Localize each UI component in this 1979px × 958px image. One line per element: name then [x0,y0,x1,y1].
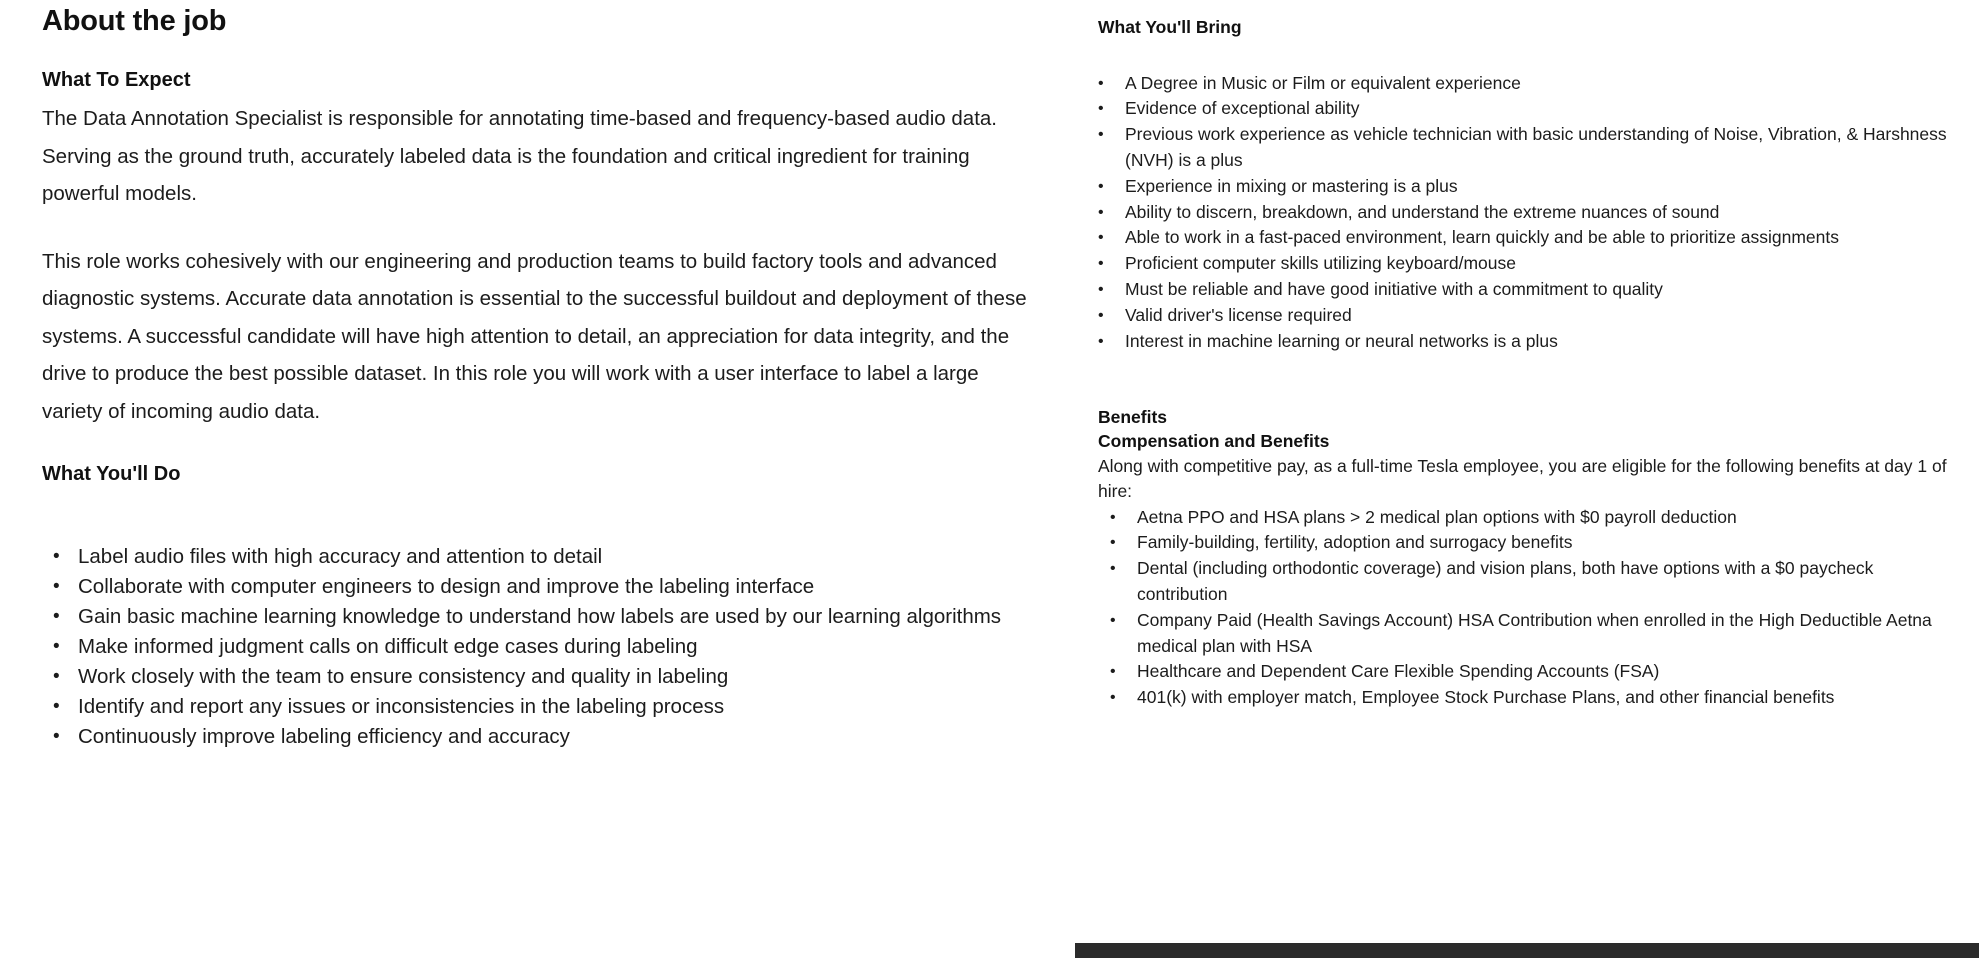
list-item [1098,556,1958,608]
list-item [1098,71,1958,97]
list-item-text: • Collaborate with computer engineers to design and improve the labeling interface [78,575,815,599]
list-item [42,602,1042,632]
list-item [42,572,1042,602]
list-item-text: Experience in mixing or mastering is a plus [1125,175,1458,196]
list-item-text: • Work closely with the team to ensure consistency and quality in labeling [78,665,729,689]
list-item [1098,96,1958,122]
list-item-text: Previous work experience as vehicle technician with basic understanding of Noise, Vibration, & Harshness (NVH) is a plus [1125,124,1947,171]
section-heading-what-to-expect: What To Expect [42,69,191,92]
list-item [42,692,1042,722]
list-item [1098,225,1958,251]
list-item [1098,303,1958,329]
list-item-text: • Continuously improve labeling efficiency and accuracy [78,725,570,749]
paragraph-what-to-expect-2: This role works cohesively with our engineering and production teams to build factory tools and advanced diagnostic systems. Accurate data annotation is essential to the successful buildout and deployment of these systems. A successful candidate will have high attention to detail, an appreciation for data integrity, and the drive to produce the best possible dataset. In this role you will work with a user interface to label a large variety of incoming audio data. [42,249,1027,423]
paragraph-what-to-expect-1: The Data Annotation Specialist is responsible for annotating time-based and frequency-based audio data. Serving as the ground truth, accurately labeled data is the foundation and critical ingredient for training powerful models. [42,107,998,206]
list-item [1098,685,1958,711]
right-column [1098,0,1958,958]
list-item [1098,659,1958,685]
list-item-text: • Gain basic machine learning knowledge to understand how labels are used by our learning algorithms [78,605,1002,629]
list-item [42,722,1042,752]
section-heading-what-youll-do: What You'll Do [42,463,181,486]
list-item [42,632,1042,662]
section-heading-benefits: Benefits [1098,407,1168,428]
list-item-text: Ability to discern, breakdown, and understand the extreme nuances of sound [1125,201,1720,222]
benefits-intro-paragraph: Along with competitive pay, as a full-time Tesla employee, you are eligible for the following benefits at day 1 of hire: [1098,455,1947,502]
list-item-text: Aetna PPO and HSA plans > 2 medical plan options with $0 payroll deduction [1137,506,1737,527]
list-item [1098,251,1958,277]
list-item [1098,122,1958,174]
list-item-text: • Make informed judgment calls on difficult edge cases during labeling [78,635,698,659]
list-item-text: 401(k) with employer match, Employee Stock Purchase Plans, and other financial benefits [1137,687,1835,708]
section-heading-compensation-and-benefits: Compensation and Benefits [1098,431,1330,452]
horizontal-scrollbar[interactable] [1075,943,1979,958]
list-item-text: Company Paid (Health Savings Account) HSA Contribution when enrolled in the High Deductible Aetna medical plan with HSA [1137,609,1932,656]
list-item-text: Interest in machine learning or neural networks is a plus [1125,330,1558,351]
list-item [1098,174,1958,200]
list-item-text: A Degree in Music or Film or equivalent experience [1125,72,1521,93]
list-item [1098,277,1958,303]
list-item-text: Healthcare and Dependent Care Flexible Spending Accounts (FSA) [1137,661,1660,682]
list-item [1098,200,1958,226]
benefits-list [1098,505,1958,711]
list-item-text: • Label audio files with high accuracy and attention to detail [78,545,603,569]
list-item [1098,530,1958,556]
list-item [1098,505,1958,531]
page-title: About the job [42,5,227,37]
list-item-text: Proficient computer skills utilizing keyboard/mouse [1125,253,1516,274]
list-item-text: Able to work in a fast-paced environment, learn quickly and be able to prioritize assignments [1125,227,1839,248]
list-item-text: Evidence of exceptional ability [1125,98,1360,119]
what-youll-do-list [42,542,1042,752]
left-column [42,0,1042,958]
list-item [42,542,1042,572]
list-item-text: • Identify and report any issues or inconsistencies in the labeling process [78,695,725,719]
list-item [1098,608,1958,660]
list-item [1098,329,1958,355]
list-item-text: Dental (including orthodontic coverage) and vision plans, both have options with a $0 paycheck contribution [1137,558,1874,605]
list-item-text: Family-building, fertility, adoption and surrogacy benefits [1137,532,1573,553]
list-item [42,662,1042,692]
list-item-text: Must be reliable and have good initiative with a commitment to quality [1125,279,1663,299]
section-heading-what-youll-bring: What You'll Bring [1098,17,1242,37]
list-item-text: Valid driver's license required [1125,304,1352,325]
what-youll-bring-list [1098,71,1958,355]
